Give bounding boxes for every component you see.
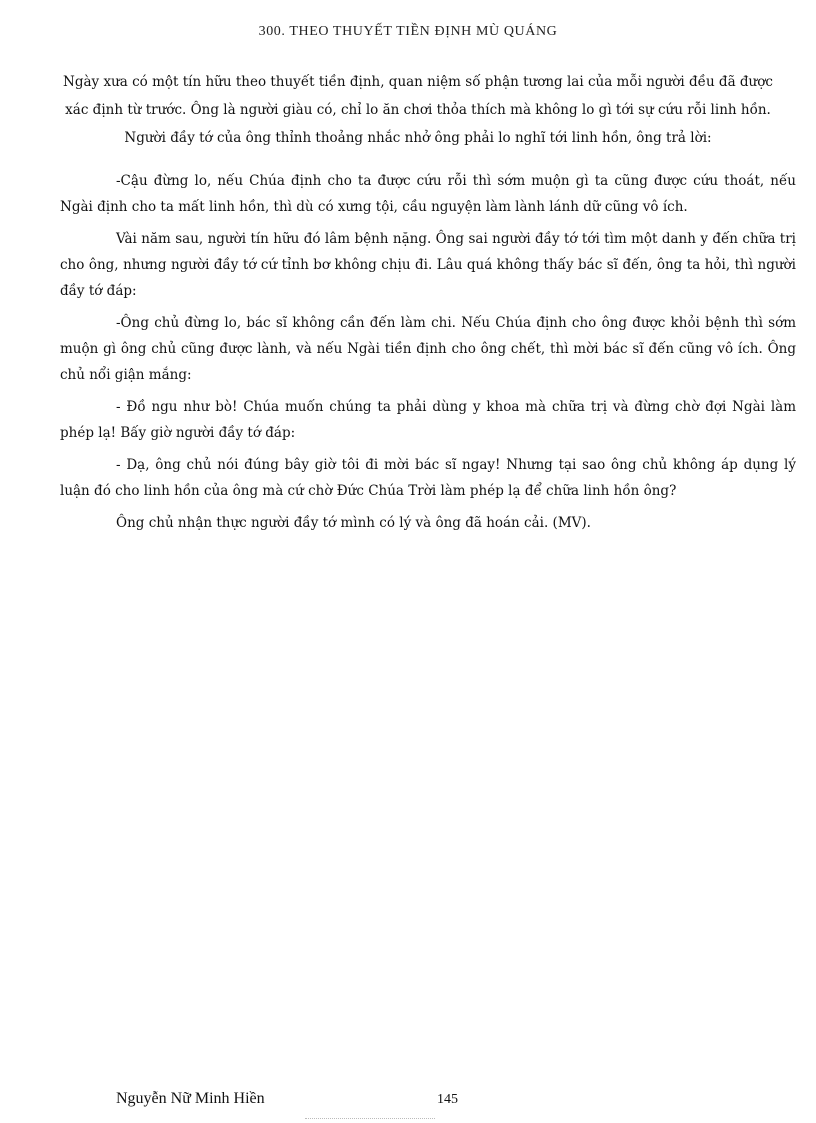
paragraph: - Dạ, ông chủ nói đúng bây giờ tôi đi mời bác sĩ ngay! Nhưng tại sao ông chủ không áp dụng lý luận đó cho linh hồn của ông mà cứ chờ Đức Chúa Trời làm phép lạ để chữa linh hồn ông? (60, 457, 796, 499)
paragraph: -Cậu đừng lo, nếu Chúa định cho ta được cứu rỗi thì sớm muộn gì ta cũng được cứu thoát, nếu Ngài định cho ta mất linh hồn, thì dù có xưng tội, cầu nguyện làm lành lánh dữ cũng vô ích. (60, 173, 796, 215)
page-title: 300. THEO THUYẾT TIỀN ĐỊNH MÙ QUÁNG (258, 24, 558, 39)
paragraph: Vài năm sau, người tín hữu đó lâm bệnh nặng. Ông sai người đầy tớ tới tìm một danh y đến chữa trị cho ông, nhưng người đầy tớ cứ tỉnh bơ không chịu đi. Lâu quá không thấy bác sĩ đến, ông ta hỏi, thì người đầy tớ đáp: (60, 231, 796, 299)
page-number: 145 (437, 1092, 458, 1107)
story-body (60, 168, 796, 542)
paragraph: Ông chủ nhận thực người đầy tớ mình có lý và ông đã hoán cải. (MV). (116, 515, 591, 531)
paragraph: -Ông chủ đừng lo, bác sĩ không cần đến làm chi. Nếu Chúa định cho ông được khỏi bệnh thì sớm muộn gì ông chủ cũng được lành, và nếu Ngài tiền định cho ông chết, thì mời bác sĩ đến cũng vô ích. Ông chủ nổi giận mắng: (60, 315, 796, 383)
intro-paragraph: Ngày xưa có một tín hữu theo thuyết tiền định, quan niệm số phận tương lai của mỗi người đều đã được xác định từ trước. Ông là người giàu có, chỉ lo ăn chơi thỏa thích mà không lo gì tới sự cứu rỗi linh hồn. Người đầy tớ của ông thỉnh thoảng nhắc nhở ông phải lo nghĩ tới linh hồn, ông trả lời: (63, 74, 773, 146)
footer-author: Nguyễn Nữ Minh Hiền (116, 1090, 265, 1107)
paragraph: - Đồ ngu như bò! Chúa muốn chúng ta phải dùng y khoa mà chữa trị và đừng chờ đợi Ngài làm phép lạ! Bấy giờ người đầy tớ đáp: (60, 399, 796, 441)
footer-divider (305, 1118, 435, 1119)
